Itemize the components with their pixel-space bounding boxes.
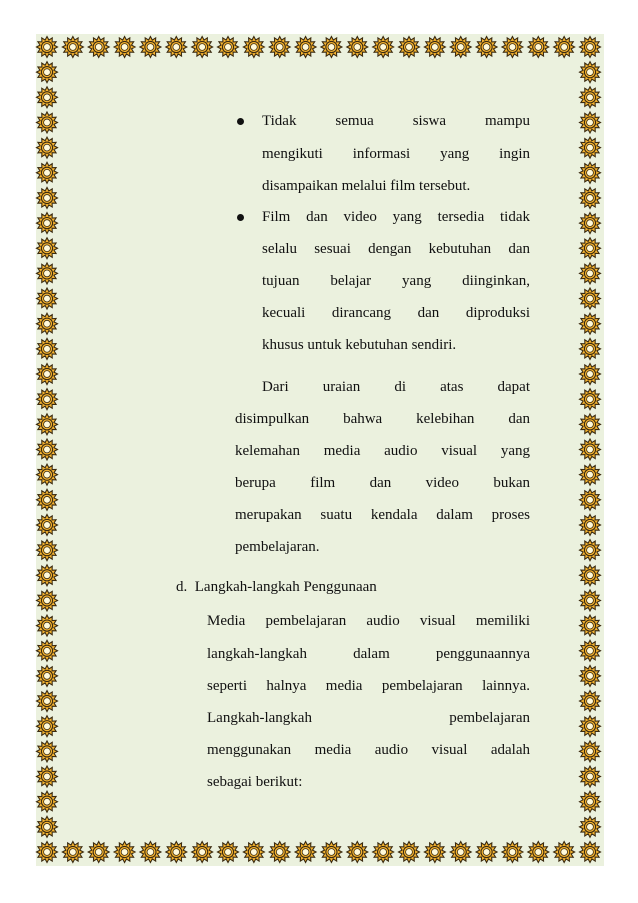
section-d-line-2: langkah-langkah dalam penggunaannya: [207, 646, 530, 662]
bullet-2-line-4: kecuali dirancang dan diproduksi: [262, 305, 530, 321]
section-d-line-4: Langkah-langkah pembelajaran: [207, 710, 530, 726]
bullet-2-line-2: selalu sesuai dengan kebutuhan dan: [262, 241, 530, 257]
bullet-icon: [237, 214, 244, 221]
bullet-icon: [237, 118, 244, 125]
bullet-1-line-2: mengikuti informasi yang ingin: [262, 146, 530, 162]
conclusion-line-2: disimpulkan bahwa kelebihan dan: [235, 411, 530, 427]
conclusion-line-3: kelemahan media audio visual yang: [235, 443, 530, 459]
conclusion-line-5: merupakan suatu kendala dalam proses: [235, 507, 530, 523]
bullet-2-line-5: khusus untuk kebutuhan sendiri.: [262, 337, 457, 353]
conclusion-line-6: pembelajaran.: [235, 539, 320, 555]
bullet-1-line-3: disampaikan melalui film tersebut.: [262, 178, 471, 194]
bullet-2-line-1: Film dan video yang tersedia tidak: [262, 209, 530, 225]
section-heading: d. Langkah-langkah Penggunaan: [176, 579, 377, 595]
bullet-2-line-3: tujuan belajar yang diinginkan,: [262, 273, 530, 289]
bullet-1-line-1: Tidak semua siswa mampu: [262, 113, 530, 129]
section-d-line-1: Media pembelajaran audio visual memiliki: [207, 613, 530, 629]
section-d-line-3: seperti halnya media pembelajaran lainnya.: [207, 678, 530, 694]
section-d-line-5: menggunakan media audio visual adalah: [207, 742, 530, 758]
conclusion-line-4: berupa film dan video bukan: [235, 475, 530, 491]
section-d-line-6: sebagai berikut:: [207, 774, 303, 790]
conclusion-line-1: Dari uraian di atas dapat: [262, 379, 530, 395]
